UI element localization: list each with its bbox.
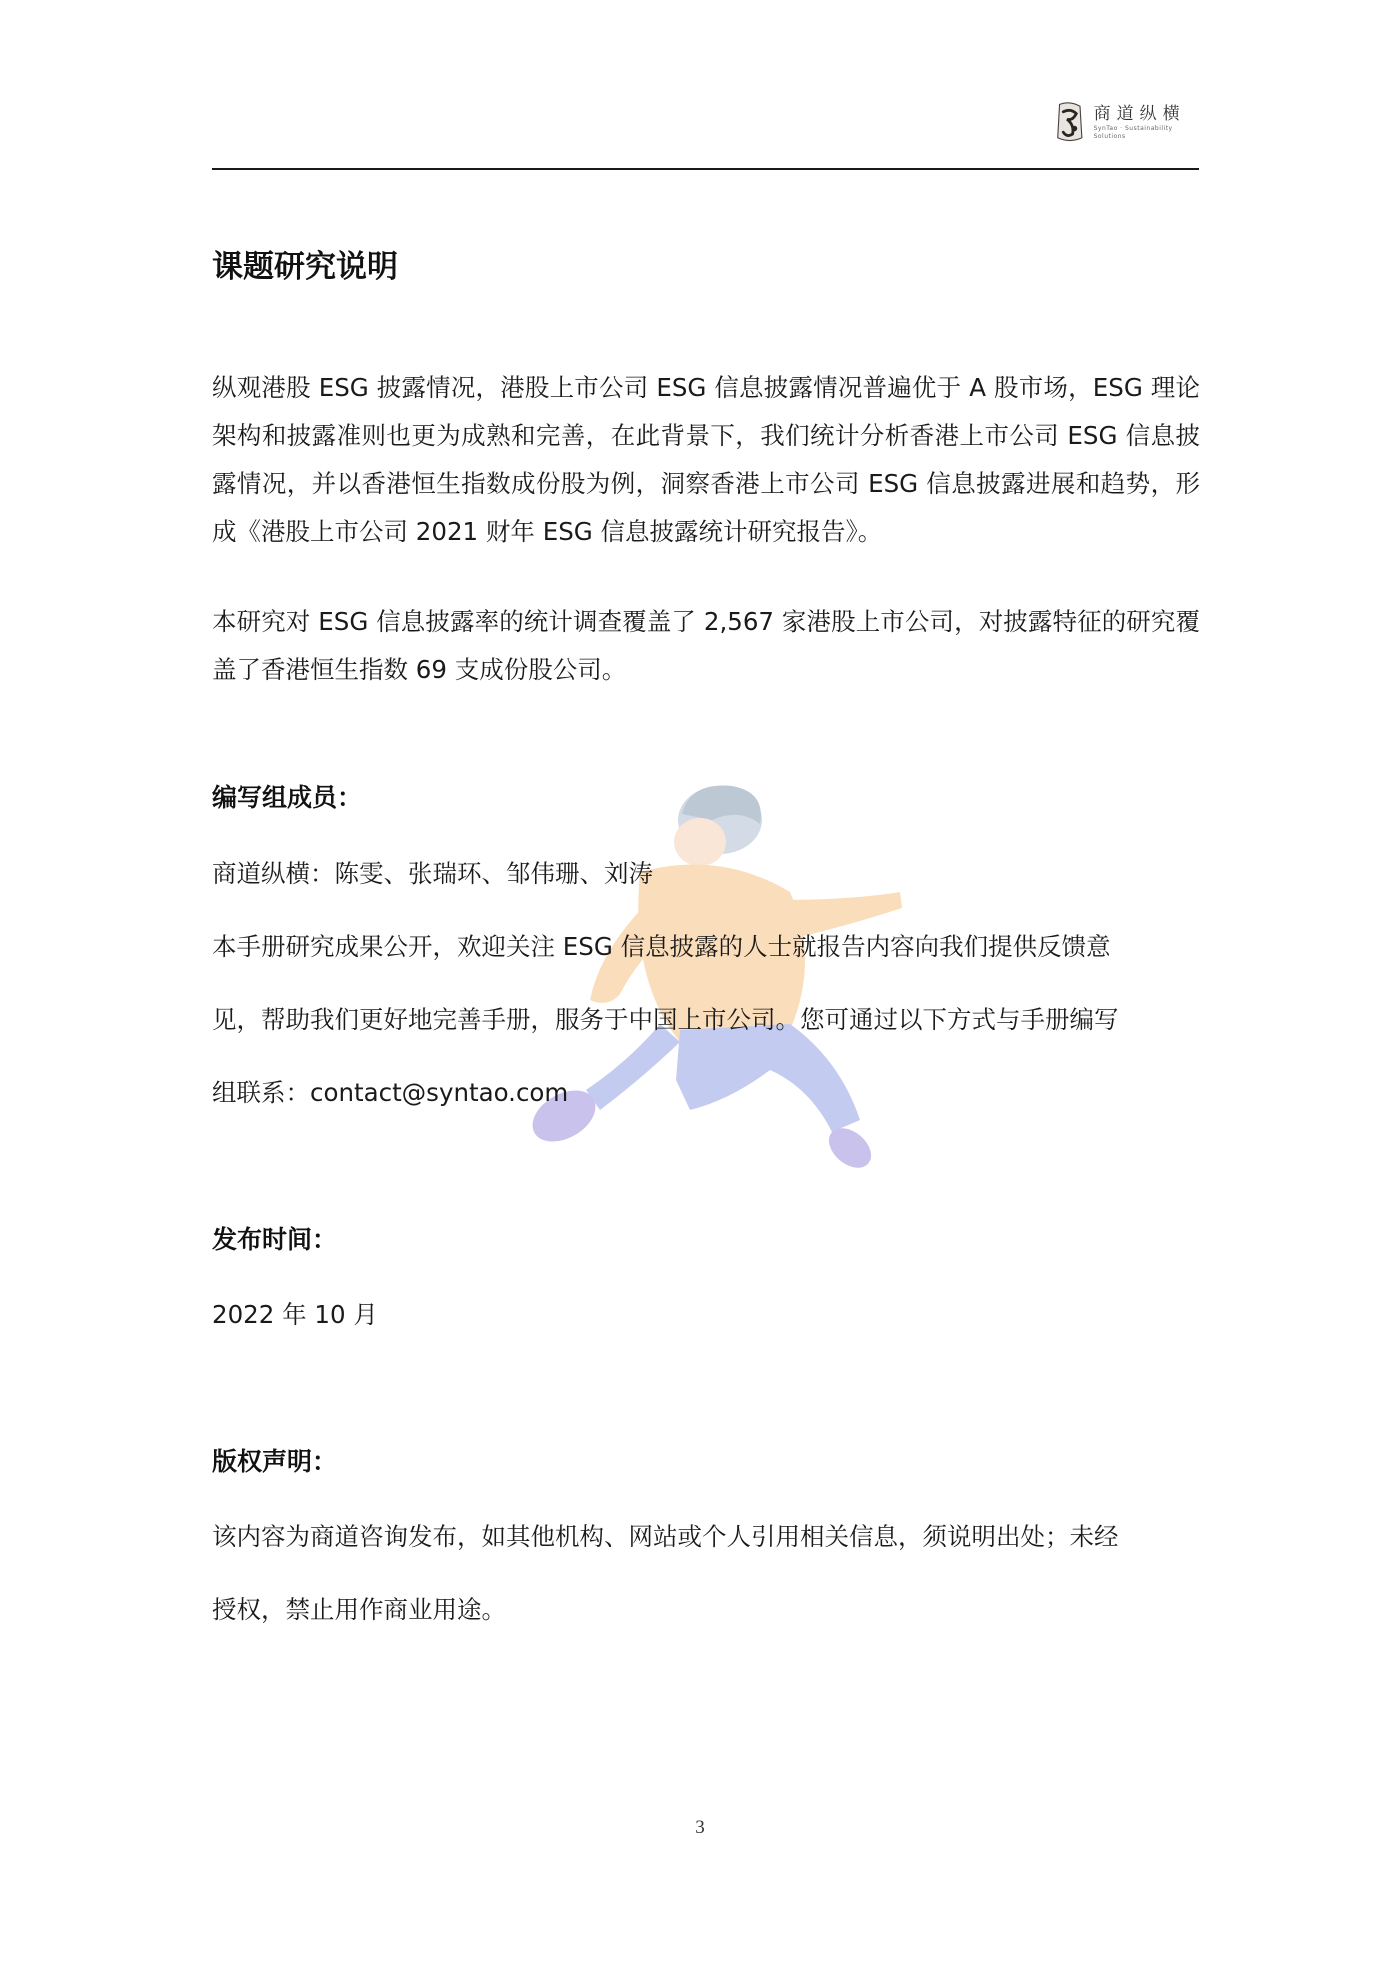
copyright-line-1: 该内容为商道咨询发布，如其他机构、网站或个人引用相关信息，须说明出处；未经: [212, 1522, 1119, 1551]
contact-line: 组联系：contact@syntao.com: [212, 1078, 569, 1107]
logo-english-text: SynTao · Sustainability Solutions: [1093, 125, 1173, 140]
company-logo: [1054, 98, 1199, 146]
feedback-line-2: 见，帮助我们更好地完善手册，服务于中国上市公司。您可通过以下方式与手册编写: [212, 1005, 1119, 1034]
page-title: 课题研究说明: [212, 249, 398, 285]
header-divider: [212, 168, 1199, 170]
page-number: 3: [695, 1817, 705, 1838]
authors-heading: 编写组成员：: [212, 783, 363, 812]
logo-emblem-icon: [1054, 99, 1086, 145]
logo-chinese-text: 商道纵横: [1093, 104, 1186, 124]
release-date: 2022 年 10 月: [212, 1300, 378, 1329]
intro-paragraph: 纵观港股 ESG 披露情况，港股上市公司 ESG 信息披露情况普遍优于 A 股市场，ESG 理论架构和披露准则也更为成熟和完善，在此背景下，我们统计分析香港上市公司 ESG 信息披露情况，并以香港恒生指数成份股为例，洞察香港上市公司 ESG 信息披露进展和趋势，形成《港股上市公司 2021 财年 ESG 信息披露统计研究报告》。: [212, 373, 1200, 546]
copyright-line-2: 授权，禁止用作商业用途。: [212, 1595, 506, 1624]
feedback-line-1: 本手册研究成果公开，欢迎关注 ESG 信息披露的人士就报告内容向我们提供反馈意: [212, 932, 1111, 961]
running-person-watermark-icon: [490, 780, 930, 1200]
scope-paragraph: 本研究对 ESG 信息披露率的统计调查覆盖了 2,567 家港股上市公司，对披露特征的研究覆盖了香港恒生指数 69 支成份股公司。: [212, 607, 1200, 684]
release-date-heading: 发布时间：: [212, 1225, 338, 1254]
authors-members: 商道纵横：陈雯、张瑞环、邹伟珊、刘涛: [212, 859, 653, 888]
copyright-heading: 版权声明：: [212, 1447, 338, 1476]
